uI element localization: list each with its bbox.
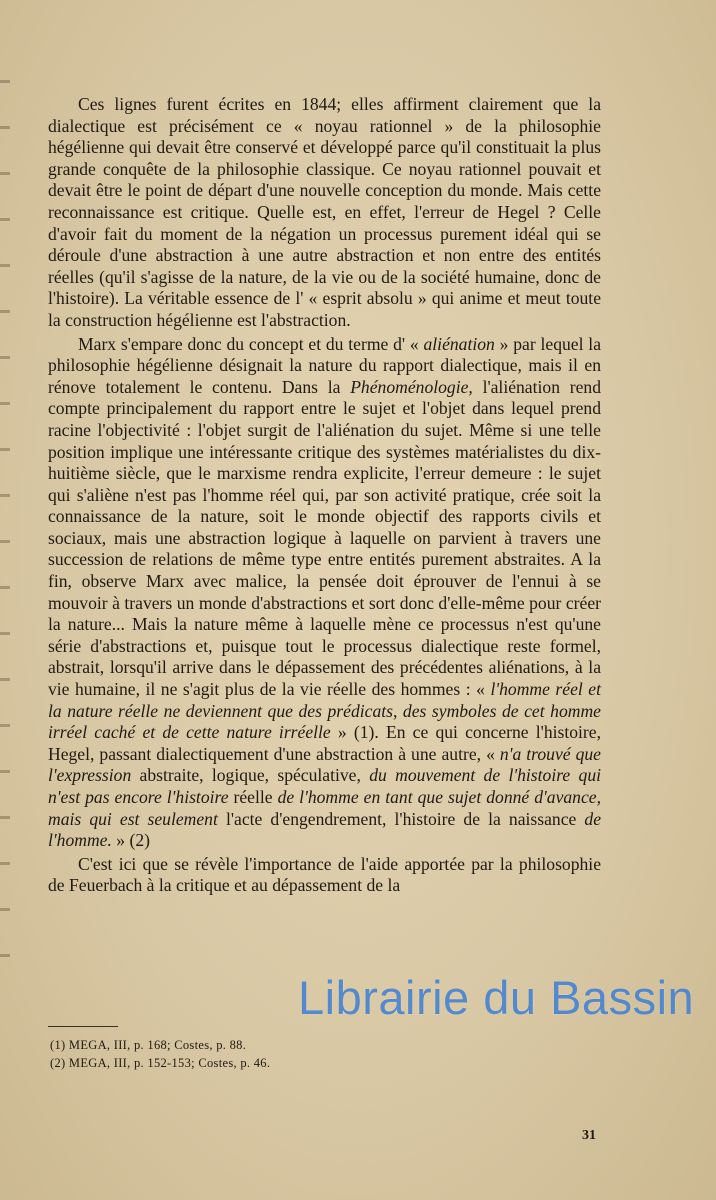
footnote-divider — [48, 1026, 118, 1027]
italic-quote-2a: n'a trouvé que l'expression — [48, 743, 601, 786]
paragraph-1: Ces lignes furent écrites en 1844; elles affirment clairement que la dialectique est précisément ce « noyau rationnel » de la philosophie hégélienne qui devait être conservé et développé parce qu'il constituait la plus grande conquête de la philosophie classique. Ce noyau rationnel pouvait et devait être le point de départ d'une nouvelle conception du monde. Mais cette reconnaissance est critique. Quelle est, en effet, l'erreur de Hegel ? Celle d'avoir fait du moment de la négation un processus purement idéal qui se déroule d'une abstraction à une autre abstraction et non entre des entités réelles (qu'il s'agisse de la nature, de la vie ou de la société humaine, donc de l'histoire). La véritable essence de l' « esprit absolu » qui anime et meut toute la construction hégélienne est l'abstraction. — [48, 94, 601, 330]
page-edge-shadow — [0, 80, 10, 1000]
italic-quote-2c: de l'homme en tant que sujet donné d'avance, mais qui est seulement — [48, 787, 602, 829]
footnote-1: (1) MEGA, III, p. 168; Costes, p. 88. — [50, 1038, 247, 1052]
italic-quote-2d: de l'homme. — [48, 808, 601, 851]
italic-quote-2b: du mouvement de l'histoire qui n'est pas encore l'histoire — [48, 765, 602, 807]
paragraph-3: C'est ici que se révèle l'importance de l'aide apportée par la philosophie de Feuerbach à la critique et au dépassement de la — [48, 853, 601, 896]
watermark: Librairie du Bassin — [298, 971, 695, 1024]
footnote-2: (2) MEGA, III, p. 152-153; Costes, p. 46. — [50, 1056, 271, 1070]
italic-term: aliénation — [423, 333, 495, 354]
page-number: 31 — [582, 1128, 596, 1143]
paragraph-2: Marx s'empare donc du concept et du terme d' « aliénation » par lequel la philosophie hégélienne désignait la nature du rapport dialectique, mais il en rénove totalement le contenu. Dans la Phénoménologie, l'aliénation rend compte principalement du rapport entre le sujet et l'objet dans lequel prend racine l'objectivité : l'objet surgit de l'aliénation du sujet. Même si une telle position implique une intéressante critique des systèmes matérialistes du dix-huitième siècle, que le marxisme rendra explicite, l'erreur demeure : le sujet qui s'aliène n'est pas l'homme réel qui, par son activité pratique, crée soit la connaissance de la nature, soit le monde objectif des rapports civils et sociaux, mais une abstraction logique à laquelle on parvient à travers une succession de relations de même type entre entités purement abstraites. A la fin, observe Marx avec malice, la pensée doit éprouver de l'ennui à se mouvoir à travers un monde d'abstractions et sort donc d'elle-même pour créer la nature... Mais la nature même à laquelle mène ce processus n'est qu'une série d'abstractions et, puisque tout le processus dialectique reste formel, abstrait, lorsqu'il arrive dans le dépassement des précédentes aliénations, à la vie humaine, il ne s'agit plus de la vie réelle des hommes : « l'homme réel et la nature réelle ne deviennent que des prédicats, des symboles de cet homme irréel caché et de cette nature irréelle » (1). En ce qui concerne l'histoire, Hegel, passant dialectiquement d'une abstraction à une autre, « n'a trouvé que l'expression abstraite, logique, spéculative, du mouvement de l'histoire qui n'est pas encore l'histoire réelle de l'homme en tant que sujet donné d'avance, mais qui est seulement l'acte d'engendrement, l'histoire de la naissance de l'homme. » (2) — [48, 333, 602, 851]
italic-quote-1: l'homme réel et la nature réelle ne deviennent que des prédicats, des symboles de cet homme irréel caché et de cette nature irréelle — [48, 679, 602, 743]
italic-book-title: Phénoménologie, — [350, 376, 473, 397]
footnotes — [50, 1036, 270, 1072]
main-text — [48, 94, 601, 897]
